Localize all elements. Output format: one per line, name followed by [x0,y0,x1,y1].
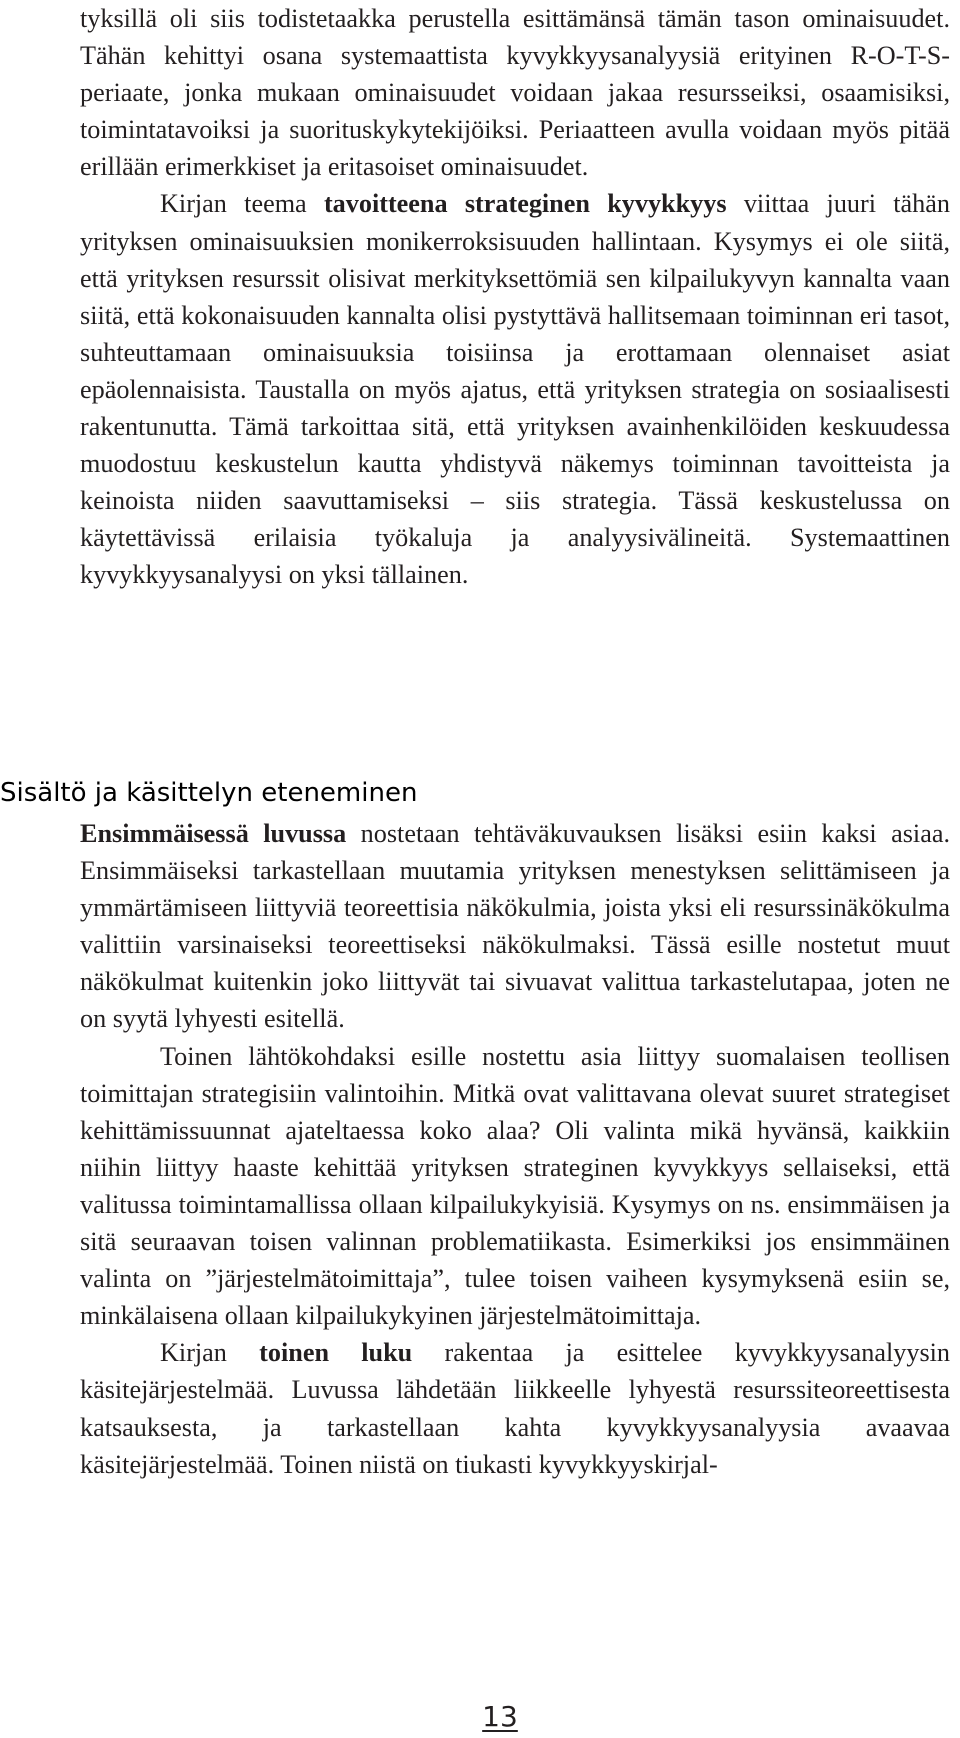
section-text [80,815,950,1483]
section-p1-emphasis: Ensimmäisessä luvussa [80,819,347,848]
section-paragraph-3 [80,1334,950,1482]
intro-paragraph-1: tyksillä oli siis todistetaakka perustella esittämänsä tämän tason ominaisuudet. Tähän kehittyi osana systemaattista kyvykkyysanalyysiä erityinen R-O-T-S-periaate, jonka mukaan ominaisuudet voidaan jakaa resursseiksi, osaamisiksi, toimintatavoiksi ja suorituskykytekijöiksi. Periaatteen avulla voidaan myös pitää erillään erimerkkiset ja eritasoiset ominaisuudet. [80,4,950,182]
section-p3-rest: rakentaa ja esittelee kyvykkyysanalyysin käsitejärjestelmää. Luvussa lähdetään liikkeelle lyhyestä resurssiteoreettisesta katsauksesta, ja tarkastellaan kahta kyvykkyysanalyysia avaavaa käsitejärjestelmää. Toinen niistä on tiukasti kyvykkyyskirjal- [80,1338,951,1479]
section-heading: Sisältö ja käsittelyn eteneminen [0,778,418,808]
intro-p2-rest: viittaa juuri tähän yrityksen ominaisuuksien monikerroksisuuden hallintaan. Kysymys ei ole siitä, että yrityksen resurssit olisivat merkityksettömiä sen kilpailukyvyn kannalta vaan siitä, että kokonaisuuden kannalta olisi pystyttävä hallitsemaan toiminnan eri tasot, suhteuttamaan ominaisuuksia toisiinsa ja erottamaan olennaiset asiat epäolennaisista. Taustalla on myös ajatus, että yrityksen strategia on sosiaalisesti rakentunutta. Tämä tarkoittaa sitä, että yrityksen avainhenkilöiden keskuudessa muodostuu keskustelun kautta yhdistyvä näkemys toiminnan tavoitteista ja keinoista niiden saavuttamiseksi – siis strategia. Tässä keskustelussa on käytettävissä erilaisia työkaluja ja analyysivälineitä. Systemaattinen kyvykkyysanalyysi on yksi tällainen. [80,189,950,590]
section-p3-emphasis: toinen luku [259,1338,413,1368]
intro-p2-lead: Kirjan teema [160,189,324,219]
intro-text [80,0,950,594]
section-p3-lead: Kirjan [160,1338,260,1368]
intro-paragraph-2 [80,185,950,593]
section-paragraph-1 [80,815,950,1038]
page-number: 13 [482,1700,518,1733]
intro-p2-emphasis: tavoitteena strateginen kyvykkyys [323,189,727,219]
section-p1-rest: nostetaan tehtäväkuvauksen lisäksi esiin kaksi asiaa. Ensimmäiseksi tarkastellaan muutamia yrityksen menestyksen selittämiseen ja ymmärtämiseen liittyviä teoreettisia näkökulmia, joista yksi eli resurssinäkökulma valittiin varsinaiseksi teoreettiseksi näkökulmaksi. Tässä esille nostetut muut näkökulmat kuitenkin joko liittyvät tai sivuavat valittua tarkastelutapaa, joten ne on syytä lyhyesti esitellä. [80,819,950,1034]
section-paragraph-2: Toinen lähtökohdaksi esille nostettu asia liittyy suomalaisen teollisen toimittajan strategisiin valintoihin. Mitkä ovat valittavana olevat suuret strategiset kehittämissuunnat ajateltaessa koko alaa? Oli valinta mikä hyvänsä, kaikkiin niihin liittyy haaste kehittää yrityksen strateginen kyvykkyys sellaiseksi, että valitussa toimintamallissa ollaan kilpailukykyisiä. Kysymys on ns. ensimmäisen ja sitä seuraavan toisen valinnan problematiikasta. Esimerkiksi jos ensimmäinen valinta on ”järjestelmätoimittaja”, tulee toisen vaiheen kysymyksenä esiin se, minkälaisena ollaan kilpailukykyinen järjestelmätoimittaja. [80,1041,950,1331]
